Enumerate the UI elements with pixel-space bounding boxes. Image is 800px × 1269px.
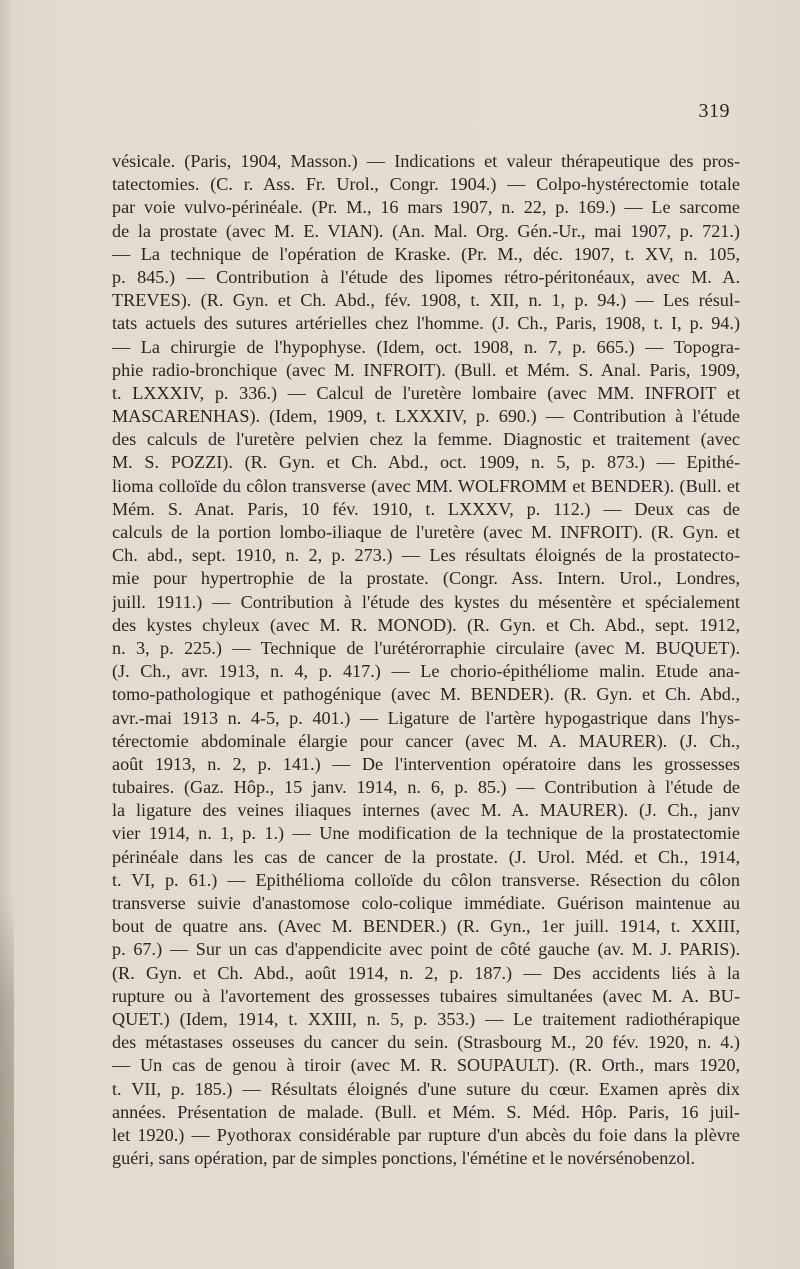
text-line: calculs de la portion lombo-iliaque de l'uretère (avec M. INFROIT). (R. Gyn. et <box>112 522 740 542</box>
text-line: p. 67.) — Sur un cas d'appendicite avec point de côté gauche (av. M. J. PARIS). <box>112 939 740 960</box>
text-line: (R. Gyn. et Ch. Abd., août 1914, n. 2, p. 187.) — Des accidents liés à la <box>112 962 740 983</box>
text-line: n. 3, p. 225.) — Technique de l'urétérorraphie circulaire (avec M. BUQUET). <box>112 637 740 658</box>
text-line: tomo-pathologique et pathogénique (avec M. BENDER). (R. Gyn. et Ch. Abd., <box>112 684 740 705</box>
text-line: juill. 1911.) — Contribution à l'étude des kystes du mésentère et spécialement <box>112 591 740 612</box>
text-line: août 1913, n. 2, p. 141.) — De l'intervention opératoire dans les grossesses <box>112 753 740 774</box>
text-line: de la prostate (avec M. E. VIAN). (An. Mal. Org. Gén.-Ur., mai 1907, p. 721.) <box>112 220 740 241</box>
text-line: let 1920.) — Pyothorax considérable par rupture d'un abcès du foie dans la plèvre <box>112 1124 740 1145</box>
text-line: tubaires. (Gaz. Hôp., 15 janv. 1914, n. 6, p. 85.) — Contribution à l'étude de <box>112 777 740 798</box>
body-text <box>112 150 740 1170</box>
text-line: des kystes chyleux (avec M. R. MONOD). (R. Gyn. et Ch. Abd., sept. 1912, <box>112 614 740 635</box>
text-line: la ligature des veines iliaques internes (avec M. A. MAURER). (J. Ch., janv <box>112 800 740 821</box>
text-line: tatectomies. (C. r. Ass. Fr. Urol., Congr. 1904.) — Colpo-hystérectomie totale <box>112 174 740 195</box>
text-line: vésicale. (Paris, 1904, Masson.) — Indications et valeur thérapeutique des pros- <box>112 151 740 171</box>
text-line: guéri, sans opération, par de simples ponctions, l'émétine et le novérsénobenzol. <box>112 1148 696 1169</box>
text-line: mie pour hypertrophie de la prostate. (Congr. Ass. Intern. Urol., Londres, <box>112 568 740 589</box>
text-line: lioma colloïde du côlon transverse (avec MM. WOLFROMM et BENDER). (Bull. et <box>112 475 740 496</box>
text-line: t. VII, p. 185.) — Résultats éloignés d'une suture du cœur. Examen après dix <box>112 1078 740 1099</box>
text-line: phie radio-bronchique (avec M. INFROIT). (Bull. et Mém. S. Anal. Paris, 1909, <box>112 359 740 380</box>
text-line: des métastases osseuses du cancer du sein. (Strasbourg M., 20 fév. 1920, n. 4.) <box>112 1032 740 1053</box>
text-line: — La chirurgie de l'hypophyse. (Idem, oct. 1908, n. 7, p. 665.) — Topogra- <box>112 336 740 357</box>
text-line: rupture ou à l'avortement des grossesses tubaires simultanées (avec M. A. BU- <box>112 985 740 1006</box>
text-line: QUET.) (Idem, 1914, t. XXIII, n. 5, p. 353.) — Le traitement radiothérapique <box>112 1008 740 1029</box>
text-line: térectomie abdominale élargie pour cancer (avec M. A. MAURER). (J. Ch., <box>112 730 740 751</box>
text-line: M. S. POZZI). (R. Gyn. et Ch. Abd., oct. 1909, n. 5, p. 873.) — Epithé- <box>112 452 740 473</box>
text-line: — Un cas de genou à tiroir (avec M. R. SOUPAULT). (R. Orth., mars 1920, <box>112 1055 740 1076</box>
text-line: Ch. abd., sept. 1910, n. 2, p. 273.) — Les résultats éloignés de la prostatecto- <box>112 545 740 566</box>
text-line: vier 1914, n. 1, p. 1.) — Une modification de la technique de la prostatectomie <box>112 823 740 844</box>
text-line: t. LXXXIV, p. 336.) — Calcul de l'uretère lombaire (avec MM. INFROIT et <box>112 382 740 403</box>
text-line: Mém. S. Anat. Paris, 10 fév. 1910, t. LXXXV, p. 112.) — Deux cas de <box>112 498 740 519</box>
text-line: transverse suivie d'anastomose colo-colique immédiate. Guérison maintenue au <box>112 893 740 913</box>
text-line: p. 845.) — Contribution à l'étude des lipomes rétro-péritonéaux, avec M. A. <box>112 266 740 287</box>
text-line: (J. Ch., avr. 1913, n. 4, p. 417.) — Le chorio-épithéliome malin. Etude ana- <box>112 661 740 682</box>
text-line: TREVES). (R. Gyn. et Ch. Abd., fév. 1908, t. XII, n. 1, p. 94.) — Les résul- <box>112 290 740 311</box>
page-number: 319 <box>698 100 730 122</box>
page-edge-shadow <box>0 900 14 1269</box>
text-line: périnéale dans les cas de cancer de la prostate. (J. Urol. Méd. et Ch., 1914, <box>112 846 740 867</box>
text-line: — La technique de l'opération de Kraske. (Pr. M., déc. 1907, t. XV, n. 105, <box>112 243 740 264</box>
text-line: MASCARENHAS). (Idem, 1909, t. LXXXIV, p. 690.) — Contribution à l'étude <box>112 406 740 427</box>
text-line: t. VI, p. 61.) — Epithélioma colloïde du côlon transverse. Résection du côlon <box>112 869 740 890</box>
text-line: bout de quatre ans. (Avec M. BENDER.) (R. Gyn., 1er juill. 1914, t. XXIII, <box>112 916 740 937</box>
text-line: années. Présentation de malade. (Bull. et Mém. S. Méd. Hôp. Paris, 16 juil- <box>112 1101 740 1122</box>
text-line: avr.-mai 1913 n. 4-5, p. 401.) — Ligature de l'artère hypogastrique dans l'hys- <box>112 707 740 728</box>
text-line: des calculs de l'uretère pelvien chez la femme. Diagnostic et traitement (avec <box>112 429 740 450</box>
text-line: tats actuels des sutures artérielles chez l'homme. (J. Ch., Paris, 1908, t. I, p. 94.) <box>112 313 740 334</box>
text-line: par voie vulvo-périnéale. (Pr. M., 16 mars 1907, n. 22, p. 169.) — Le sarcome <box>112 197 740 218</box>
